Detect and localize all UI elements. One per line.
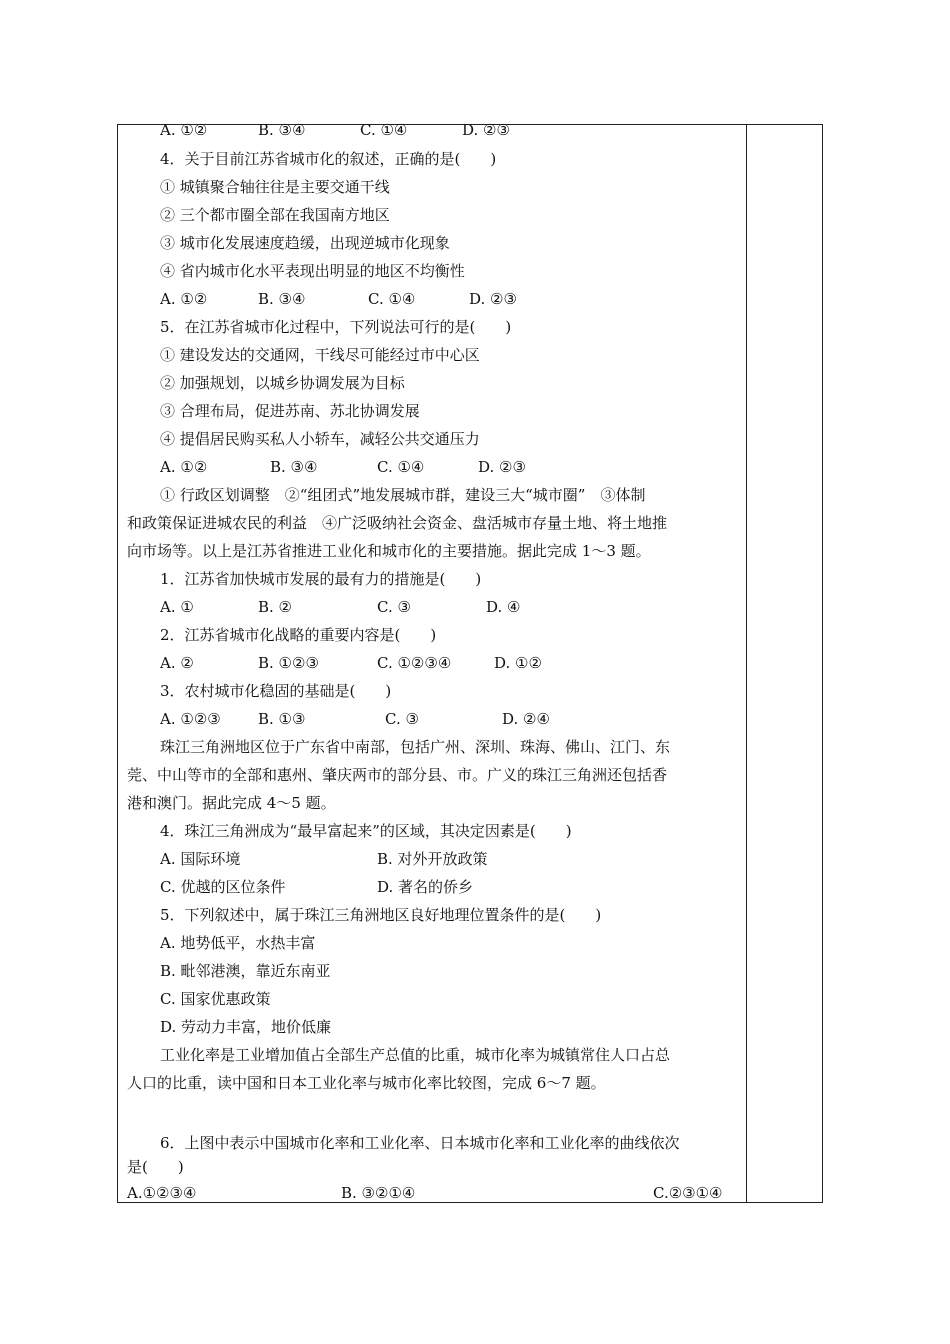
options-q3-b: B. ③④ (258, 121, 306, 139)
options-q2-d: D. ①② (494, 654, 542, 672)
question-5a: 5．在江苏省城市化过程中，下列说法可行的是( ) (160, 318, 512, 336)
question-3: 3．农村城市化稳固的基础是( ) (160, 682, 392, 700)
options-q4b-b: B. 对外开放政策 (377, 850, 488, 868)
options-q3b-c: C. ③ (385, 710, 419, 728)
options-q4b-d: D. 著名的侨乡 (377, 878, 474, 896)
options-q3-a: A. ①② (160, 121, 208, 139)
question-1: 1．江苏省加快城市发展的最有力的措施是( ) (160, 570, 482, 588)
options-q6-c: C.②③①④ (653, 1184, 723, 1202)
passage-1-line-1: ① 行政区划调整 ②“组团式”地发展城市群，建设三大“城市圈” ③体制 (160, 486, 646, 504)
options-q3b-d: D. ②④ (502, 710, 550, 728)
passage-1-line-3: 向市场等。以上是江苏省推进工业化和城市化的主要措施。据此完成 1～3 题。 (127, 542, 651, 560)
options-q5a-a: A. ①② (160, 458, 208, 476)
options-q6-b: B. ③②①④ (341, 1184, 416, 1202)
options-q2-c: C. ①②③④ (377, 654, 452, 672)
question-6-line-2: 是( ) (127, 1158, 184, 1176)
passage-2-line-3: 港和澳门。据此完成 4～5 题。 (127, 794, 336, 812)
statement-5-1: ① 建设发达的交通网，干线尽可能经过市中心区 (160, 346, 480, 364)
options-q1-a: A. ① (160, 598, 194, 616)
options-q4a-b: B. ③④ (258, 290, 306, 308)
options-q5b-c: C. 国家优惠政策 (160, 990, 271, 1008)
question-2: 2．江苏省城市化战略的重要内容是( ) (160, 626, 437, 644)
options-q1-d: D. ④ (486, 598, 521, 616)
options-q5a-b: B. ③④ (270, 458, 318, 476)
table-frame (117, 124, 823, 1203)
options-q6-a: A.①②③④ (127, 1184, 197, 1202)
question-4b: 4．珠江三角洲成为“最早富起来”的区域，其决定因素是( ) (160, 822, 572, 840)
question-5b: 5．下列叙述中，属于珠江三角洲地区良好地理位置条件的是( ) (160, 906, 602, 924)
column-divider (746, 124, 747, 1203)
statement-2: ② 三个都市圈全部在我国南方地区 (160, 206, 390, 224)
statement-5-2: ② 加强规划，以城乡协调发展为目标 (160, 374, 405, 392)
options-q4a-c: C. ①④ (368, 290, 416, 308)
options-q5b-a: A. 地势低平，水热丰富 (160, 934, 316, 952)
passage-3-line-1: 工业化率是工业增加值占全部生产总值的比重，城市化率为城镇常住人口占总 (160, 1046, 671, 1064)
options-q5b-b: B. 毗邻港澳，靠近东南亚 (160, 962, 331, 980)
options-q5a-c: C. ①④ (377, 458, 425, 476)
options-q2-a: A. ② (160, 654, 194, 672)
options-q4b-a: A. 国际环境 (160, 850, 241, 868)
options-q3-d: D. ②③ (462, 121, 510, 139)
options-q4a-d: D. ②③ (469, 290, 517, 308)
passage-2-line-2: 莞、中山等市的全部和惠州、肇庆两市的部分县、市。广义的珠江三角洲还包括香 (127, 766, 668, 784)
question-4a: 4．关于目前江苏省城市化的叙述，正确的是( ) (160, 150, 497, 168)
passage-3-line-2: 人口的比重，读中国和日本工业化率与城市化率比较图，完成 6～7 题。 (127, 1074, 606, 1092)
options-q3b-b: B. ①③ (258, 710, 306, 728)
options-q3b-a: A. ①②③ (160, 710, 221, 728)
options-q2-b: B. ①②③ (258, 654, 319, 672)
statement-5-3: ③ 合理布局，促进苏南、苏北协调发展 (160, 402, 420, 420)
options-q4b-c: C. 优越的区位条件 (160, 878, 286, 896)
statement-5-4: ④ 提倡居民购买私人小轿车，减轻公共交通压力 (160, 430, 480, 448)
options-q4a-a: A. ①② (160, 290, 208, 308)
question-6-line-1: 6．上图中表示中国城市化率和工业化率、日本城市化率和工业化率的曲线依次 (160, 1134, 680, 1152)
statement-4: ④ 省内城市化水平表现出明显的地区不均衡性 (160, 262, 465, 280)
passage-1-line-2: 和政策保证进城农民的利益 ④广泛吸纳社会资金、盘活城市存量土地、将土地推 (127, 514, 668, 532)
options-q1-c: C. ③ (377, 598, 411, 616)
options-q3-c: C. ①④ (360, 121, 408, 139)
statement-3: ③ 城市化发展速度趋缓，出现逆城市化现象 (160, 234, 450, 252)
options-q5b-d: D. 劳动力丰富，地价低廉 (160, 1018, 332, 1036)
statement-1: ① 城镇聚合轴往往是主要交通干线 (160, 178, 390, 196)
passage-2-line-1: 珠江三角洲地区位于广东省中南部，包括广州、深圳、珠海、佛山、江门、东 (160, 738, 671, 756)
options-q5a-d: D. ②③ (478, 458, 526, 476)
options-q1-b: B. ② (258, 598, 293, 616)
